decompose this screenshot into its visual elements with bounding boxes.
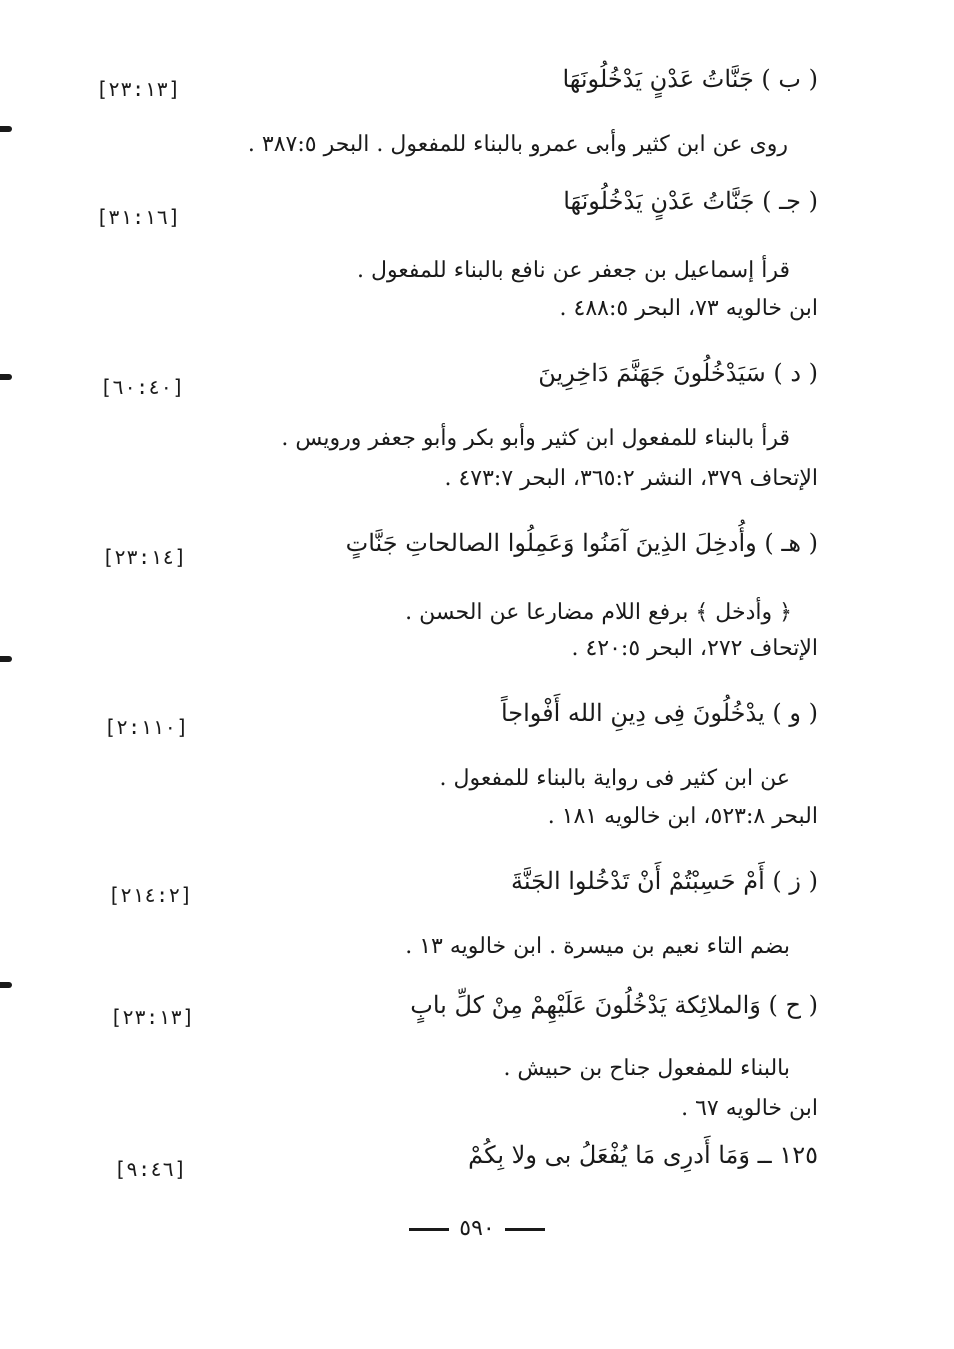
verse-reference: [٢١٤:٢]: [108, 883, 193, 907]
verse-reference: [٢٣:١٣]: [110, 1005, 195, 1029]
scan-edge-mark: [0, 982, 12, 988]
reading-note: البحر ٥٢٣:٨، ابن خالويه ١٨١ .: [547, 804, 818, 829]
reading-note: قرأ إسماعيل بن جعفر عن نافع بالبناء للمفعول .: [356, 258, 790, 283]
verse-reference: [٦٠:٤٠]: [100, 375, 185, 399]
verse-line: ( د ) سَيَدْخُلُونَ جَهَنَّمَ دَاخِرِينَ: [538, 359, 818, 387]
reading-note: قرأ بالبناء للمفعول ابن كثير وأبو بكر وأبو جعفر ورويس .: [281, 426, 790, 451]
verse-line: ١٢٥ ــ وَمَا أَدرِى مَا يُفْعَلُ بى ولا بِكُمْ: [468, 1141, 818, 1169]
verse-line: ( هـ ) وأُدخِلَ الذِينَ آمَنُوا وَعَمِلُوا الصالحاتِ جَنَّاتٍ: [345, 529, 818, 557]
page-number: [0, 1216, 954, 1241]
reading-note: الإتحاف ٢٧٢، البحر ٤٢٠:٥ .: [571, 636, 818, 661]
reading-note: بالبناء للمفعول جناح بن حبيش .: [503, 1056, 790, 1081]
verse-line: ( ح ) وَالملائِكة يَدْخُلُونَ عَلَيْهِمْ مِنْ كلِّ بابٍ: [410, 991, 818, 1019]
dash-left: [409, 1228, 449, 1231]
verse-line: ( جـ ) جَنَّاتُ عَدْنٍ يَدْخُلُونَهَا: [563, 187, 818, 215]
reading-note: الإتحاف ٣٧٩، النشر ٣٦٥:٢، البحر ٤٧٣:٧ .: [444, 466, 818, 491]
verse-reference: [٢:١١٠]: [104, 715, 189, 739]
reading-note: روى عن ابن كثير وأبى عمرو بالبناء للمفعول . البحر ٣٨٧:٥ .: [247, 132, 788, 157]
verse-line: ( ز ) أَمْ حَسِبْتُمْ أَنْ تَدْخُلوا الجَنَّةَ: [511, 867, 818, 895]
reading-note: بضم التاء نعيم بن ميسرة . ابن خالويه ١٣ .: [405, 934, 790, 959]
reading-note: ابن خالويه ٧٣، البحر ٤٨٨:٥ .: [559, 296, 818, 321]
verse-line: ( و ) يدْخُلُونَ فِى دِينِ الله أَفْواجاً: [500, 699, 818, 727]
verse-reference: [٢٣:١٤]: [102, 545, 187, 569]
verse-reference: [٢٣:١٣]: [96, 77, 181, 101]
scan-edge-mark: [0, 374, 12, 380]
reading-note: عن ابن كثير فى رواية بالبناء للمفعول .: [439, 766, 790, 791]
reading-note: ﴿ وأدخل ﴾ برفع اللام مضارعا عن الحسن .: [405, 600, 792, 625]
page-number-text: ٥٩٠: [459, 1216, 495, 1241]
dash-right: [505, 1228, 545, 1231]
scan-edge-mark: [0, 126, 12, 132]
scan-edge-mark: [0, 656, 12, 662]
verse-reference: [٣١:١٦]: [96, 205, 181, 229]
verse-line: ( ب ) جَنَّاتُ عَدْنٍ يَدْخُلُونَهَا: [562, 65, 818, 93]
verse-reference: [٩:٤٦]: [114, 1157, 187, 1181]
reading-note: ابن خالويه ٦٧ .: [681, 1096, 818, 1121]
